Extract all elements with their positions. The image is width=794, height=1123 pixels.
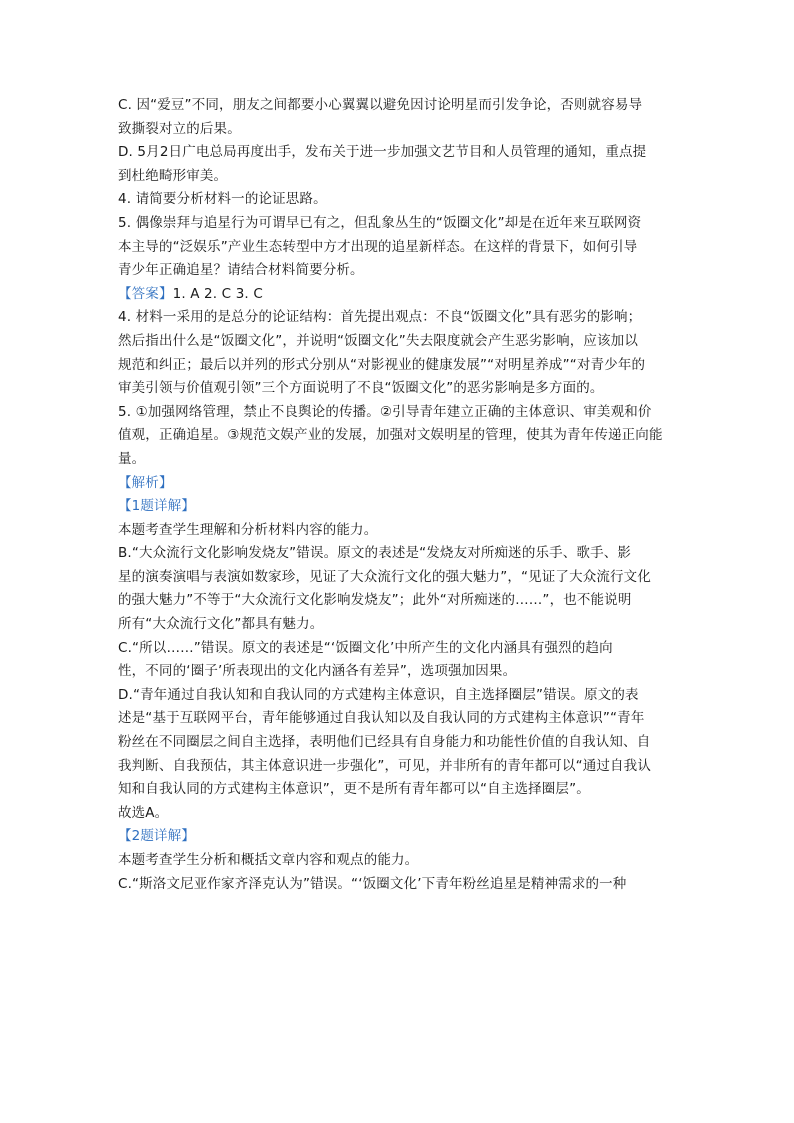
text-line: 5. ①加强网络管理，禁止不良舆论的传播。②引导青年建立正确的主体意识、审美观和价 — [118, 403, 652, 420]
text-line: 5. 偶像崇拜与追星行为可谓早已有之，但乱象丛生的“饭圈文化”却是在近年来互联网资 — [118, 214, 642, 231]
text-line: 审美引领与价值观引领”三个方面说明了不良“饭圈文化”的恶劣影响是多方面的。 — [118, 380, 604, 397]
text-line: C.“所以……”错误。原文的表述是“‘饭圈文化’中所产生的文化内涵具有强烈的趋向 — [118, 639, 613, 656]
section-marker: 【1题详解】 — [118, 498, 195, 515]
text-line: 本题考查学生理解和分析材料内容的能力。 — [118, 521, 378, 538]
text-line: 青少年正确追星？请结合材料简要分析。 — [118, 262, 364, 279]
text-line: C. 因“爱豆”不同，朋友之间都要小心翼翼以避免因讨论明星而引发争论，否则就容易导 — [118, 97, 643, 113]
text-line: 【答案】1. A 2. C 3. C — [118, 285, 263, 302]
text-line: 值观，正确追星。③规范文娱产业的发展，加强对文娱明星的管理，使其为青年传递正向能 — [118, 427, 663, 444]
text-line: 然后指出什么是“饭圈文化”，并说明“饭圈文化”失去限度就会产生恶劣影响，应该加以 — [118, 332, 638, 349]
text-line — [118, 472, 678, 496]
text-line: 所有“大众流行文化”都具有魅力。 — [118, 616, 324, 633]
text-line: D.“青年通过自我认知和自我认同的方式建构主体意识，自主选择圈层”错误。原文的表 — [118, 686, 639, 703]
section-marker: 【解析】 — [118, 474, 173, 491]
text-line: 故选A。 — [118, 804, 169, 821]
document-page — [118, 94, 678, 896]
text-line: 本题考查学生分析和概括文章内容和观点的能力。 — [118, 852, 419, 868]
text-line: 量。 — [118, 450, 146, 467]
text-line: 星的演奏演唱与表演如数家珍，见证了大众流行文化的强大魅力”，“见证了大众流行文化 — [118, 568, 651, 585]
text-line: 本主导的“泛娱乐”产业生态转型中方才出现的追星新样态。在这样的背景下，如何引导 — [118, 238, 638, 255]
text-line: 知和自我认同的方式建构主体意识”，更不是所有青年都可以“自主选择圈层”。 — [118, 781, 590, 798]
text-line: C.“斯洛文尼亚作家齐泽克认为”错误。“‘饭圈文化’下青年粉丝追星是精神需求的一种 — [118, 875, 627, 892]
text-line — [118, 825, 678, 849]
text-line: 4. 请简要分析材料一的论证思路。 — [118, 191, 327, 208]
text-line: 致撕裂对立的后果。 — [118, 120, 241, 137]
text-line: B.“大众流行文化影响发烧友”错误。原文的表述是“发烧友对所痴迷的乐手、歌手、影 — [118, 545, 632, 562]
text-line: 规范和纠正；最后以并列的形式分别从“对影视业的健康发展”“对明星养成”“对青少年的 — [118, 356, 646, 373]
text-line: 4. 材料一采用的是总分的论证结构：首先提出观点：不良“饭圈文化”具有恶劣的影响； — [118, 309, 642, 326]
section-marker: 【2题详解】 — [118, 828, 195, 845]
text-line: 粉丝在不同圈层之间自主选择，表明他们已经具有自身能力和功能性价值的自我认知、自 — [118, 734, 651, 751]
text-line: D. 5月2日广电总局再度出手，发布关于进一步加强文艺节目和人员管理的通知，重点提 — [118, 144, 647, 161]
text-line: 述是“基于互联网平台，青年能够通过自我认知以及自我认同的方式建构主体意识”“青年 — [118, 710, 645, 727]
text-line — [118, 495, 678, 519]
text-line: 的强大魅力”不等于“大众流行文化影响发烧友”；此外“对所痴迷的……”，也不能说明 — [118, 592, 632, 609]
section-marker: 【答案】 — [118, 285, 173, 302]
text-line: 到杜绝畸形审美。 — [118, 167, 228, 184]
text-line: 性，不同的‘圈子’所表现出的文化内涵各有差异”，选项强加因果。 — [118, 663, 517, 680]
text-line: 我判断、自我预估，其主体意识进一步强化”，可见，并非所有的青年都可以“通过自我认 — [118, 757, 651, 774]
